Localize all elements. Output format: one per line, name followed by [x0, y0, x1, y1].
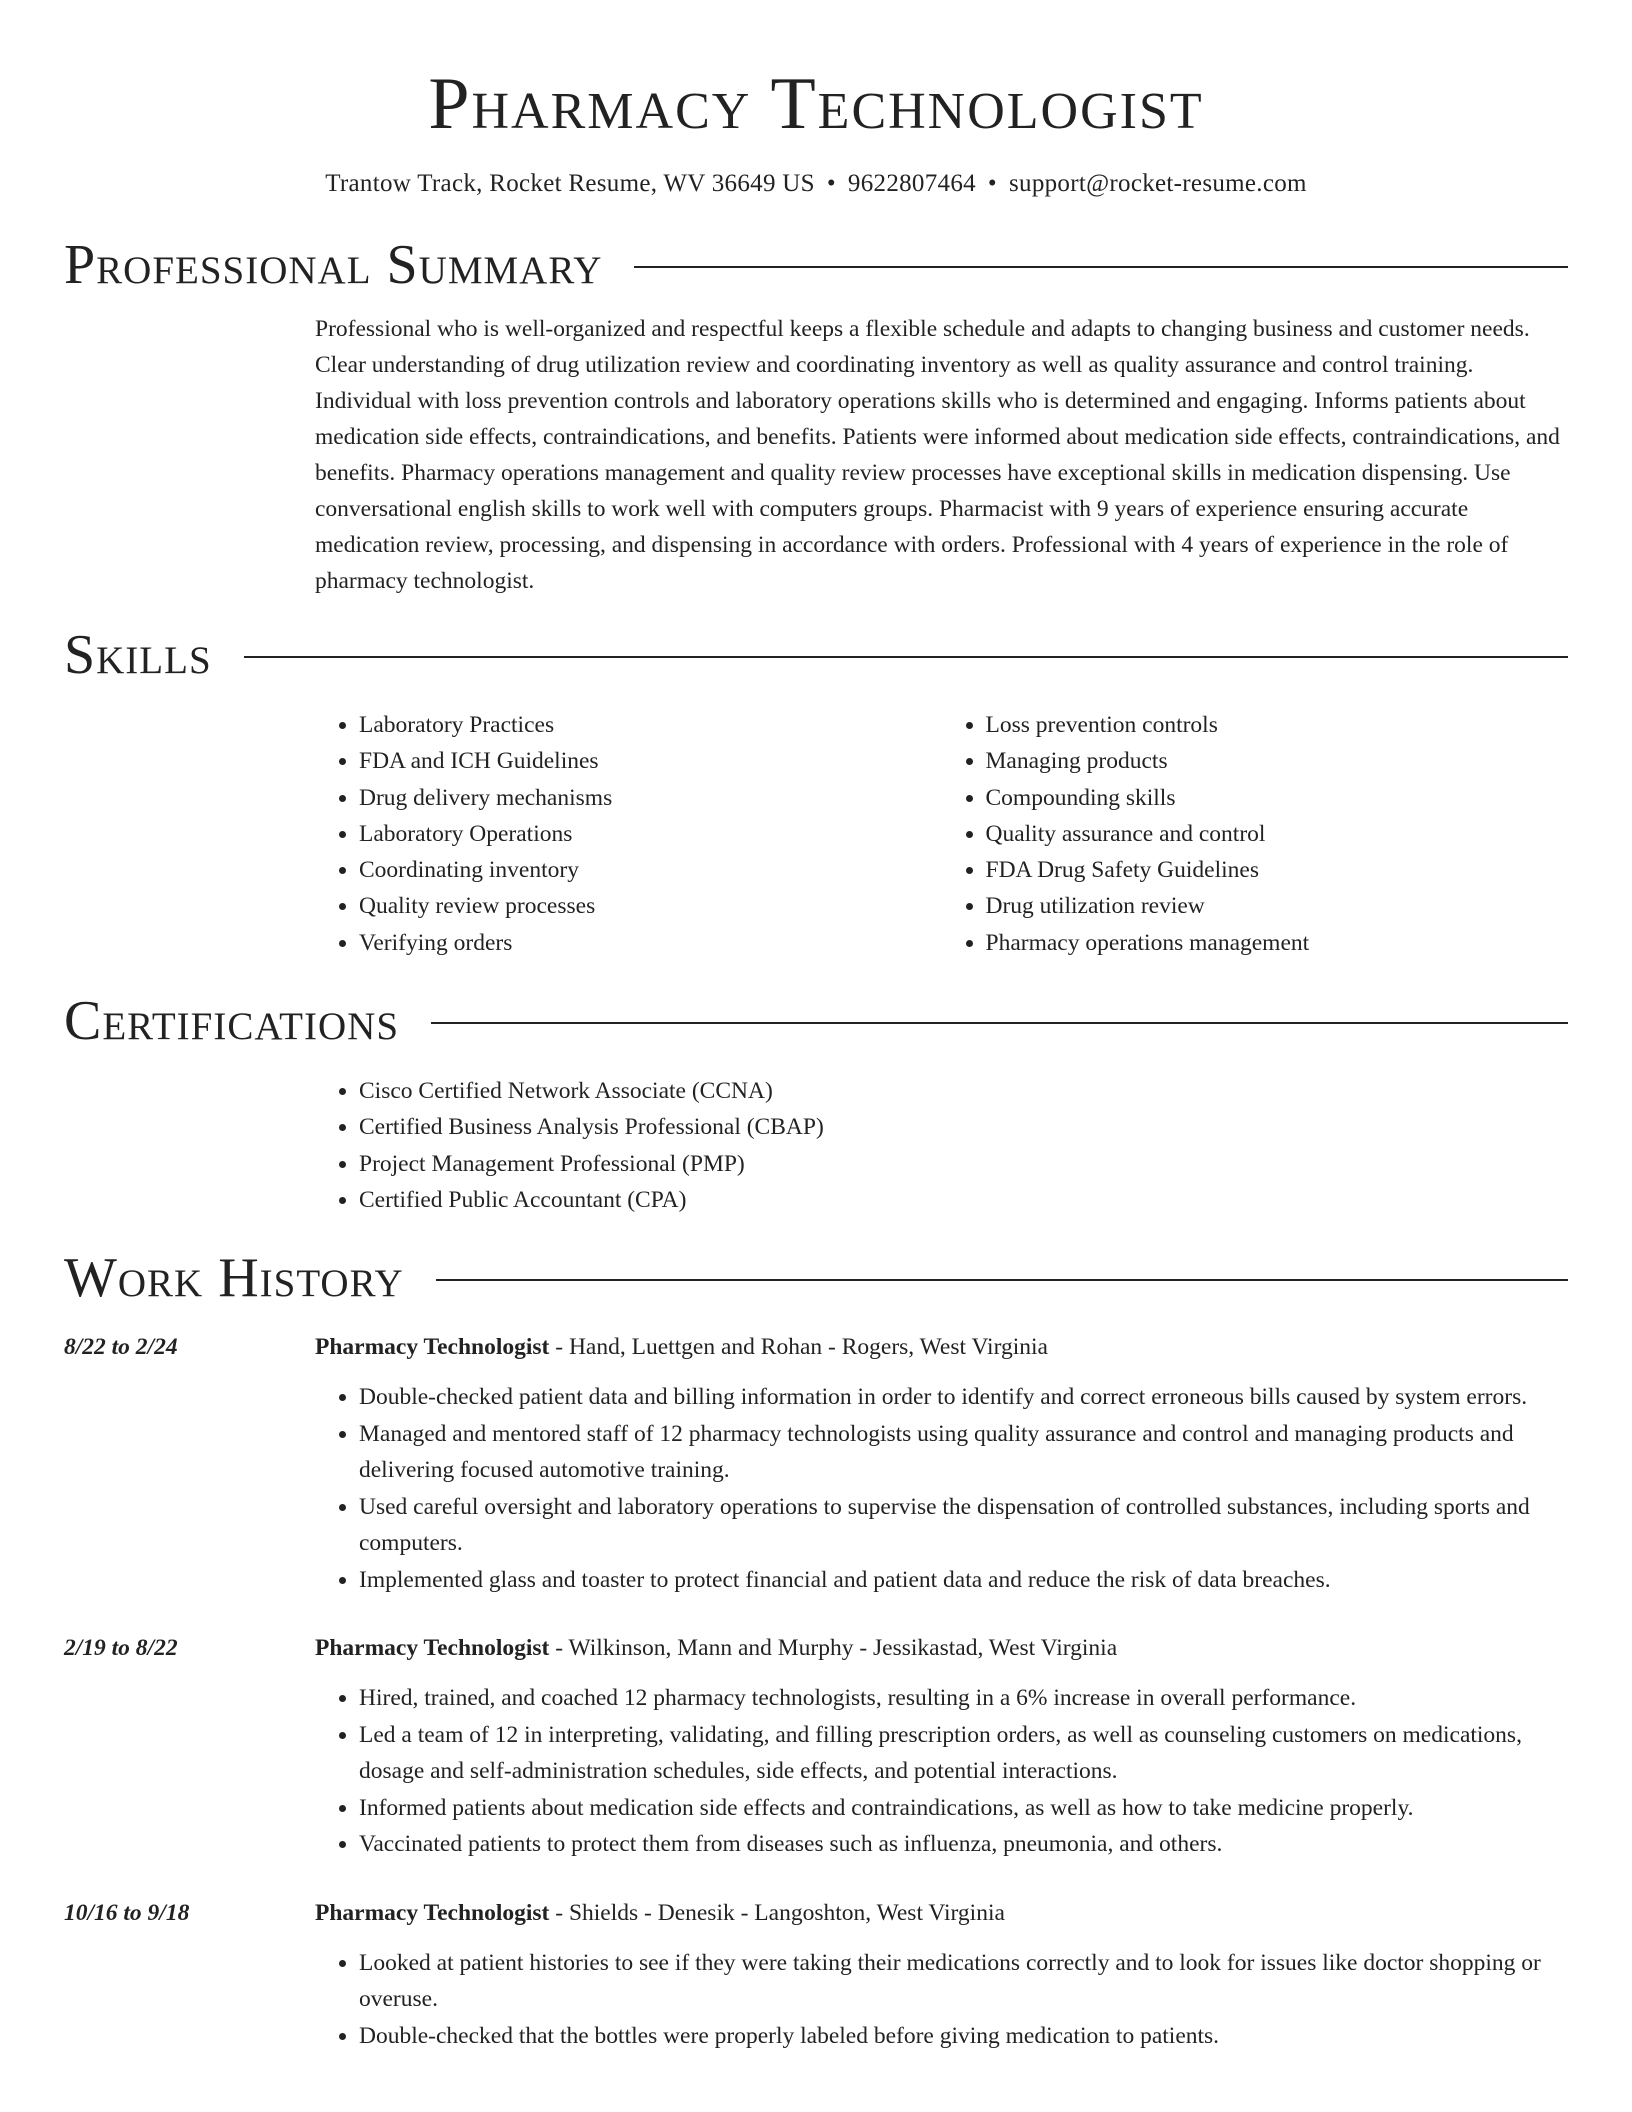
job-employer: Shields - Denesik - Langoshton, West Virginia [568, 1899, 1005, 1926]
job-title: Pharmacy Technologist [315, 1635, 550, 1662]
summary-text: Professional who is well-organized and respectful keeps a flexible schedule and adapts to changing business and customer needs. Clear understanding of drug utilization review and coordinating inventory as well as quality assurance and control training. Individual with loss prevention controls and laboratory operations skills who is determined and engaging. Informs patients about medication side effects, contraindications, and benefits. Patients were informed about medication side effects, contraindications, and benefits. Pharmacy operations management and quality review processes have exceptional skills in medication dispensing. Use conversational english skills to work well with computers groups. Pharmacist with 9 years of experience ensuring accurate medication review, processing, and dispensing in accordance with orders. Professional with 4 years of experience in the role of pharmacy technologist. [315, 316, 1560, 594]
skill-item: • Quality review processes [359, 888, 942, 924]
job-bullet: • Hired, trained, and coached 12 pharmacy technologists, resulting in a 6% increase in overall performance. [359, 1680, 1568, 1717]
certification-item: • Certified Public Accountant (CPA) [359, 1182, 1568, 1218]
summary-section [315, 311, 1568, 599]
work-history-entry [64, 1630, 1568, 1863]
skill-item: • Laboratory Operations [359, 816, 942, 852]
contact-line [64, 168, 1568, 200]
resume-page [64, 0, 1568, 2054]
skill-item: • Drug utilization review [986, 888, 1569, 924]
job-bullets [315, 1680, 1568, 1863]
job-bullet: • Vaccinated patients to protect them from diseases such as influenza, pneumonia, and others. [359, 1826, 1568, 1863]
skill-item: • FDA and ICH Guidelines [359, 743, 942, 779]
job-title: Pharmacy Technologist [315, 1899, 550, 1926]
job-title-line: Pharmacy Technologist - Shields - Denesik - Langoshton, West Virginia [315, 1899, 1005, 1926]
job-bullet: • Looked at patient histories to see if they were taking their medications correctly and to look for issues like doctor shopping or overuse. [359, 1945, 1568, 2018]
contact-address: Trantow Track, Rocket Resume, WV 36649 US [325, 170, 815, 197]
job-bullet: • Managed and mentored staff of 12 pharmacy technologists using quality assurance and control and managing products and delivering focused automotive training. [359, 1416, 1568, 1489]
job-bullet: • Double-checked that the bottles were properly labeled before giving medication to patients. [359, 2018, 1568, 2055]
section-divider [436, 1279, 1568, 1281]
summary-section-header [64, 233, 1568, 297]
job-employer: Wilkinson, Mann and Murphy - Jessikastad, West Virginia [568, 1635, 1118, 1662]
skills-heading: Skills [64, 624, 212, 686]
certifications-heading: Certifications [64, 990, 400, 1053]
section-divider [634, 266, 1568, 268]
job-dates: 10/16 to 9/18 [64, 1899, 190, 1926]
work-history-section-header [64, 1246, 1568, 1310]
skill-item: • Loss prevention controls [986, 707, 1569, 743]
job-bullet: • Informed patients about medication side effects and contraindications, as well as how to take medicine properly. [359, 1790, 1568, 1827]
certifications-list [315, 1073, 1568, 1218]
summary-heading: Professional Summary [64, 234, 603, 296]
job-dates: 8/22 to 2/24 [64, 1334, 178, 1361]
contact-email[interactable]: support@rocket-resume.com [1008, 170, 1307, 197]
job-title: Pharmacy Technologist [315, 1334, 550, 1361]
job-bullet: • Led a team of 12 in interpreting, validating, and filling prescription orders, as well as counseling customers on medications, dosage and self-administration schedules, side effects, and potential interactions. [359, 1717, 1568, 1790]
skills-list [315, 707, 1568, 961]
job-bullet: • Double-checked patient data and billing information in order to identify and correct erroneous bills caused by system errors. [359, 1379, 1568, 1416]
skill-item: • Quality assurance and control [986, 816, 1569, 852]
skills-section-header [64, 623, 1568, 687]
candidate-name: Pharmacy Technologist [428, 63, 1204, 145]
skill-item: • Verifying orders [359, 925, 942, 961]
certification-item: • Project Management Professional (PMP) [359, 1146, 1568, 1182]
work-history-entry [64, 1329, 1568, 1598]
job-bullet: • Implemented glass and toaster to protect financial and patient data and reduce the risk of data breaches. [359, 1562, 1568, 1599]
certification-item: • Certified Business Analysis Professional (CBAP) [359, 1109, 1568, 1145]
work-history-heading: Work History [64, 1247, 404, 1310]
skill-item: • Compounding skills [986, 780, 1569, 816]
contact-separator: • [987, 170, 997, 197]
section-divider [431, 1022, 1568, 1024]
certification-item: • Cisco Certified Network Associate (CCNA) [359, 1073, 1568, 1109]
contact-phone: 9622807464 [847, 170, 976, 197]
skill-item: • Pharmacy operations management [986, 925, 1569, 961]
skills-column-left [315, 707, 942, 961]
work-history-entry [64, 1895, 1568, 2055]
job-title-line: Pharmacy Technologist - Wilkinson, Mann and Murphy - Jessikastad, West Virginia [315, 1635, 1118, 1662]
job-dates: 2/19 to 8/22 [64, 1635, 178, 1662]
job-bullets [315, 1379, 1568, 1598]
skill-item: • Drug delivery mechanisms [359, 780, 942, 816]
certifications-section-header [64, 989, 1568, 1053]
skill-item: • FDA Drug Safety Guidelines [986, 852, 1569, 888]
job-employer: Hand, Luettgen and Rohan - Rogers, West Virginia [568, 1334, 1048, 1361]
job-bullets [315, 1945, 1568, 2055]
job-title-line: Pharmacy Technologist - Hand, Luettgen and Rohan - Rogers, West Virginia [315, 1334, 1048, 1361]
contact-separator: • [826, 170, 836, 197]
section-divider [244, 656, 1568, 658]
skills-column-right [942, 707, 1569, 961]
skill-item: • Managing products [986, 743, 1569, 779]
skill-item: • Laboratory Practices [359, 707, 942, 743]
job-bullet: • Used careful oversight and laboratory operations to supervise the dispensation of controlled substances, including sports and computers. [359, 1489, 1568, 1562]
skill-item: • Coordinating inventory [359, 852, 942, 888]
